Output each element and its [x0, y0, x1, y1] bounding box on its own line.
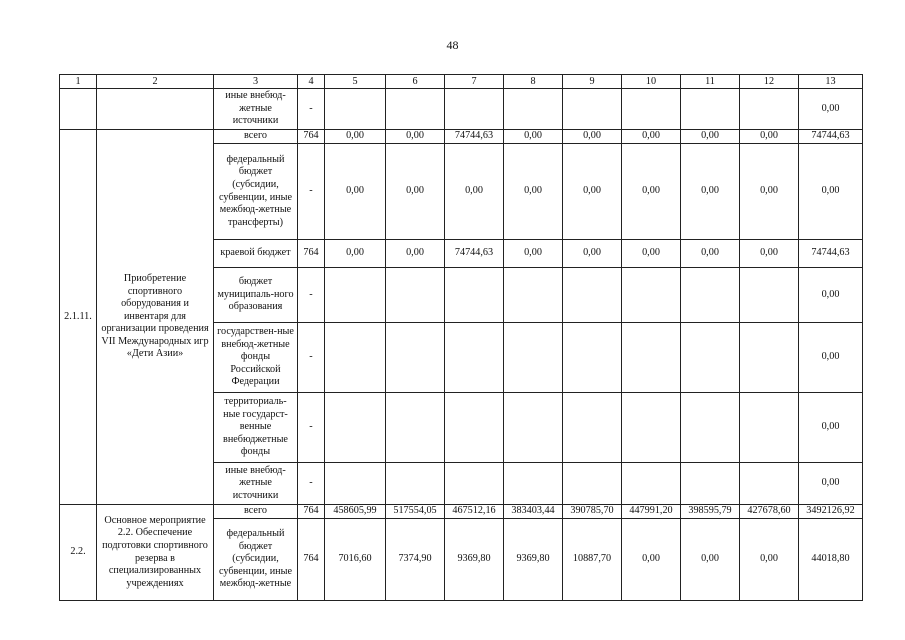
value-cell: 0,00 [622, 240, 681, 268]
funding-source-cell: иные внебюд-жетные источники [214, 463, 298, 505]
funding-source-cell: государствен-ные внебюд-жетные фонды Российской Федерации [214, 323, 298, 393]
page-number: 48 [446, 38, 459, 52]
value-cell [386, 393, 445, 463]
value-cell [563, 463, 622, 505]
value-cell [504, 463, 563, 505]
funding-source-cell: всего [214, 505, 298, 519]
value-cell [386, 89, 445, 130]
value-cell [504, 89, 563, 130]
value-cell: 427678,60 [740, 505, 799, 519]
column-header: 4 [298, 75, 325, 89]
column-header: 13 [799, 75, 863, 89]
value-cell: 390785,70 [563, 505, 622, 519]
value-cell: 3492126,92 [799, 505, 863, 519]
value-cell: 44018,80 [799, 519, 863, 601]
value-cell [386, 463, 445, 505]
budget-code-cell: 764 [298, 505, 325, 519]
budget-code-cell: - [298, 463, 325, 505]
column-header: 11 [681, 75, 740, 89]
value-cell [681, 463, 740, 505]
table-row [60, 89, 863, 130]
row-number-cell: 2.1.11. [60, 130, 97, 505]
column-header: 7 [445, 75, 504, 89]
column-header: 10 [622, 75, 681, 89]
value-cell [740, 323, 799, 393]
value-cell: 0,00 [622, 144, 681, 240]
column-header: 9 [563, 75, 622, 89]
value-cell [445, 89, 504, 130]
budget-code-cell: - [298, 89, 325, 130]
value-cell [563, 89, 622, 130]
value-cell: 0,00 [740, 240, 799, 268]
value-cell: 74744,63 [799, 240, 863, 268]
value-cell: 0,00 [799, 89, 863, 130]
budget-code-cell: - [298, 144, 325, 240]
value-cell [622, 268, 681, 323]
funding-source-cell: федеральный бюджет (субсидии, субвенции, иные межбюд-жетные трансферты) [214, 144, 298, 240]
value-cell: 74744,63 [445, 130, 504, 144]
value-cell [445, 463, 504, 505]
value-cell: 0,00 [504, 144, 563, 240]
value-cell: 0,00 [681, 519, 740, 601]
value-cell: 7016,60 [325, 519, 386, 601]
funding-source-cell: территориаль-ные государст-венные внебюджетные фонды [214, 393, 298, 463]
value-cell [325, 89, 386, 130]
column-header: 6 [386, 75, 445, 89]
budget-code-cell: - [298, 393, 325, 463]
value-cell: 0,00 [681, 144, 740, 240]
value-cell: 0,00 [681, 240, 740, 268]
value-cell: 0,00 [563, 144, 622, 240]
value-cell [563, 393, 622, 463]
funding-source-cell: краевой бюджет [214, 240, 298, 268]
value-cell: 0,00 [563, 240, 622, 268]
value-cell [445, 323, 504, 393]
funding-source-cell: федеральный бюджет (субсидии, субвенции, иные межбюд-жетные [214, 519, 298, 601]
value-cell [622, 463, 681, 505]
column-header: 2 [97, 75, 214, 89]
column-header: 3 [214, 75, 298, 89]
value-cell [681, 323, 740, 393]
value-cell [740, 89, 799, 130]
column-header: 8 [504, 75, 563, 89]
table-header-row [60, 75, 863, 89]
value-cell: 7374,90 [386, 519, 445, 601]
value-cell [681, 89, 740, 130]
funding-source-cell: бюджет муниципаль-ного образования [214, 268, 298, 323]
value-cell [504, 393, 563, 463]
table-row [60, 505, 863, 519]
budget-code-cell: - [298, 268, 325, 323]
value-cell: 0,00 [622, 519, 681, 601]
value-cell [622, 323, 681, 393]
value-cell: 0,00 [799, 268, 863, 323]
value-cell: 398595,79 [681, 505, 740, 519]
value-cell: 0,00 [325, 240, 386, 268]
value-cell [740, 393, 799, 463]
value-cell: 9369,80 [504, 519, 563, 601]
value-cell: 10887,70 [563, 519, 622, 601]
value-cell: 0,00 [799, 463, 863, 505]
value-cell: 0,00 [504, 240, 563, 268]
value-cell: 74744,63 [445, 240, 504, 268]
value-cell [740, 463, 799, 505]
value-cell [325, 268, 386, 323]
value-cell [681, 393, 740, 463]
column-header: 12 [740, 75, 799, 89]
value-cell: 0,00 [386, 130, 445, 144]
value-cell [325, 463, 386, 505]
value-cell [445, 393, 504, 463]
value-cell [504, 268, 563, 323]
value-cell: 74744,63 [799, 130, 863, 144]
value-cell: 0,00 [681, 130, 740, 144]
budget-code-cell: 764 [298, 130, 325, 144]
value-cell: 467512,16 [445, 505, 504, 519]
row-name-cell [97, 89, 214, 130]
value-cell: 458605,99 [325, 505, 386, 519]
value-cell [563, 323, 622, 393]
value-cell: 0,00 [325, 130, 386, 144]
value-cell: 0,00 [740, 519, 799, 601]
funding-source-cell: иные внебюд-жетные источники [214, 89, 298, 130]
value-cell [681, 268, 740, 323]
column-header: 5 [325, 75, 386, 89]
value-cell: 0,00 [740, 144, 799, 240]
budget-code-cell: 764 [298, 240, 325, 268]
value-cell: 0,00 [563, 130, 622, 144]
value-cell [386, 268, 445, 323]
budget-code-cell: - [298, 323, 325, 393]
value-cell [622, 89, 681, 130]
value-cell: 0,00 [325, 144, 386, 240]
value-cell [325, 323, 386, 393]
value-cell [504, 323, 563, 393]
value-cell: 0,00 [445, 144, 504, 240]
value-cell: 517554,05 [386, 505, 445, 519]
value-cell [740, 268, 799, 323]
value-cell: 447991,20 [622, 505, 681, 519]
value-cell: 0,00 [504, 130, 563, 144]
value-cell [325, 393, 386, 463]
value-cell: 0,00 [740, 130, 799, 144]
value-cell [563, 268, 622, 323]
row-number-cell: 2.2. [60, 505, 97, 601]
value-cell: 0,00 [799, 393, 863, 463]
value-cell [445, 268, 504, 323]
budget-code-cell: 764 [298, 519, 325, 601]
value-cell [386, 323, 445, 393]
funding-source-cell: всего [214, 130, 298, 144]
value-cell: 0,00 [386, 144, 445, 240]
column-header: 1 [60, 75, 97, 89]
value-cell: 383403,44 [504, 505, 563, 519]
value-cell: 0,00 [799, 323, 863, 393]
value-cell: 0,00 [386, 240, 445, 268]
value-cell: 9369,80 [445, 519, 504, 601]
value-cell [622, 393, 681, 463]
row-name-cell: Приобретение спортивного оборудования и инвентаря для организации проведения VII Международных игр «Дети Азии» [97, 130, 214, 505]
value-cell: 0,00 [799, 144, 863, 240]
row-name-cell: Основное мероприятие 2.2. Обеспечение подготовки спортивного резерва в специализированных учреждениях [97, 505, 214, 601]
value-cell: 0,00 [622, 130, 681, 144]
table-row [60, 130, 863, 144]
row-number-cell [60, 89, 97, 130]
budget-table [59, 74, 863, 601]
